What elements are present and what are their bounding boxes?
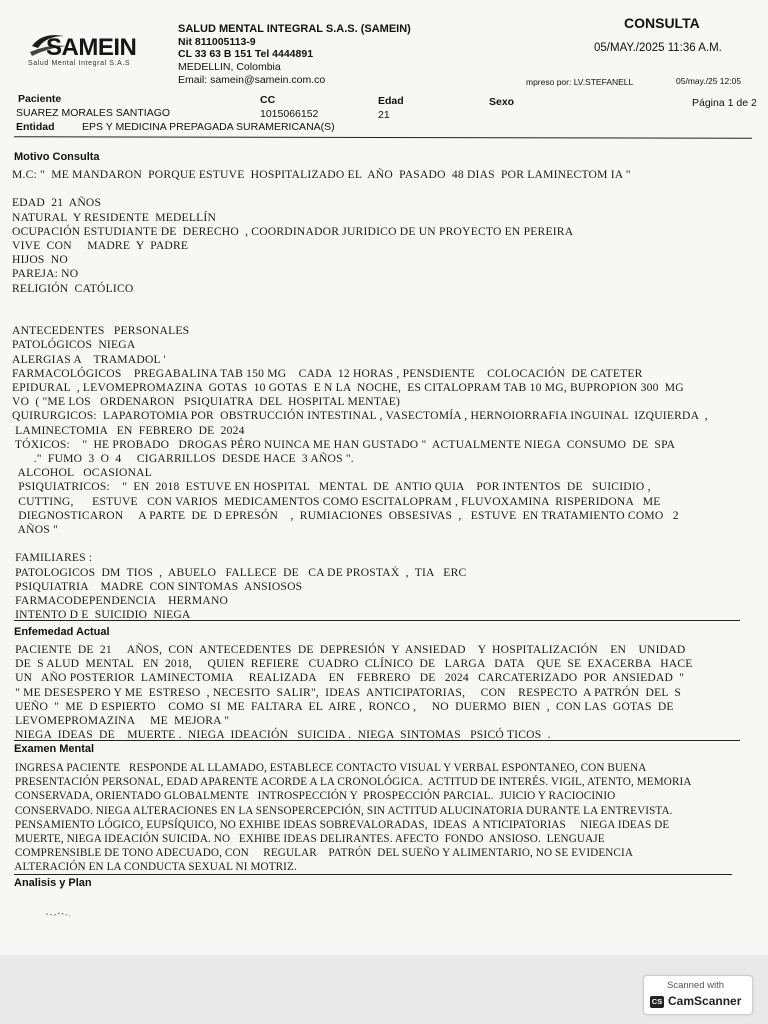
printed-at: 05/may./25 12:05 (676, 76, 742, 86)
printed-by: mpreso por: LV.STEFANELL (526, 77, 634, 87)
sex-label: Sexo (489, 96, 515, 108)
enfermedad-title: Enfemedad Actual (14, 626, 110, 638)
patient-name: SUAREZ MORALES SANTIAGO (16, 107, 171, 119)
document-type: CONSULTA (624, 15, 700, 31)
logo-wordmark: SAMEIN (46, 34, 137, 61)
entity-label: Entidad (16, 121, 55, 133)
scanner-watermark (643, 975, 753, 1015)
header-divider (14, 136, 752, 139)
camscanner-icon: CS (651, 997, 663, 1006)
motivo-divider (14, 620, 740, 621)
consult-date: 05/MAY./2025 11:36 A.M. (594, 42, 722, 54)
camscanner-label: CamScanner (668, 994, 742, 1008)
company-nit: Nit 811005113-9 (178, 36, 256, 48)
page-number: Página 1 de 2 (692, 97, 757, 109)
company-city: MEDELLIN, Colombia (178, 61, 281, 73)
analisis-title: Analisis y Plan (14, 877, 92, 889)
examen-title: Examen Mental (14, 743, 95, 755)
ink-speck (44, 910, 74, 918)
company-address: CL 33 63 B 151 Tel 4444891 (178, 48, 314, 60)
logo-tagline: Salud Mental Integral S.A.S (28, 60, 131, 67)
samein-logo (28, 28, 176, 70)
patient-entity: EPS Y MEDICINA PREPAGADA SURAMERICANA(S) (82, 121, 335, 133)
examen-text: INGRESA PACIENTE RESPONDE AL LLAMADO, ESTABLECE CONTACTO VISUAL Y VERBAL ESPONTANEO, CON BUENA PRESENTACIÓN PERSONAL, EDAD APARENTE ACORDE A LA CRONOLÓGICA. ACTITUD DE INTERÉS. VIGIL, ATENTO, MEMORIA CONSERVADA, ORIENTADO GLOBALMENTE INTROSPECCIÓN Y PROSPECCIÓN PARCIAL. JUICIO Y RACIOCINIO CONSERVADO. NIEGA ALTERACIONES EN LA SENSOPERCEPCIÓN, SIN ACTITUD ALUCINATORIA DURANTE LA ENTREVISTA. PENSAMIENTO LÓGICO, EUPSÍQUICO, NO EXHIBE IDEAS SOBREVALORADAS, IDEAS A NTICIPATORIAS NIEGA IDEAS DE MUERTE, NIEGA IDEACIÓN SUICIDA. NO EXHIBE IDEAS DELIRANTES. AFECTO FONDO ANSIOSO. LENGUAJE COMPRENSIBLE DE TONO ADECUADO, CON REGULAR PATRÓN DEL SUEÑO Y ALIMENTARIO, NO SE EVIDENCIA ALTERACIÓN EN LA CONDUCTA SEXUAL NI MOTRIZ. (14, 762, 692, 874)
age-label: Edad (378, 95, 404, 107)
motivo-text: M.C: " ME MANDARON PORQUE ESTUVE HOSPITALIZADO EL AÑO PASADO 48 DIAS POR LAMINECTOM IA " EDAD 21 AÑOS NATURAL Y RESIDENTE MEDELLÍN OCUPACIÓN ESTUDIANTE DE DERECHO , COORDINADOR JURIDICO DE UN PROYECTO EN PEREIRA VIVE CON MADRE Y PADRE HIJOS NO PAREJA: NO RELIGIÓN CATÓLICO ANTECEDENTES PERSONALES PATOLÓGICOS NIEGA ALERGIAS A TRAMADOL ' FARMACOLÓGICOS PREGABALINA TAB 150 MG CADA 12 HORAS , PENSDIENTE COLOCACIÓN DE CATETER EPIDURAL , LEVOMEPROMAZINA GOTAS 10 GOTAS E N LA NOCHE, ES CITALOPRAM TAB 10 MG, BUPROPION 300 MG VO ( "ME LOS ORDENARON PSIQUIATRA DEL HOSPITAL MENTAE) QUIRURGICOS: LAPAROTOMIA POR OBSTRUCCIÓN INTESTINAL , VASECTOMÍA , HERNOIORRAFIA INGUINAL IZQUIERDA , LAMINECTOMIA EN FEBRERO DE 2024 TÓXICOS: " HE PROBADO DROGAS PÉRO NUINCA ME HAN GUSTADO " ACTUALMENTE NIEGA CONSUMO DE SPA ." FUMO 3 O 4 CIGARRILLOS DESDE HACE 3 AÑOS ". ALCOHOL OCASIONAL PSIQUIATRICOS: " EN 2018 ESTUVE EN HOSPITAL MENTAL DE ANTIO QUIA POR INTENTOS DE SUICIDIO , CUTTING, ESTUVE CON VARIOS MEDICAMENTOS COMO ESCITALOPRAM , FLUVOXAMINA RISPERIDONA ME DIEGNOSTICARON A PARTE DE D EPRESÓN , RUMIACIONES OBSESIVAS , ESTUVE EN TRATAMIENTO COMO 2 AÑOS " FAMILIARES : PATOLOGICOS DM TIOS , ABUELO FALLECE DE CA DE PROSTAẊ , TIA ERC PSIQUIATRIA MADRE CON SINTOMAS ANSIOSOS FARMACODEPENDENCIA HERMANO INTENTO D E SUICIDIO NIEGA (12, 168, 708, 622)
scanned-with-label: Scanned with (667, 980, 725, 991)
enfermedad-text: PACIENTE DE 21 AÑOS, CON ANTECEDENTES DE DEPRESIÓN Y ANSIEDAD Y HOSPITALIZACIÓN EN UNIDAD DE S ALUD MENTAL EN 2018, QUIEN REFIERE CUADRO CLÍNICO DE LARGA DATA QUE SE EXACERBA HACE UN AÑO POSTERIOR LAMINECTOMIA REALIZADA EN FEBRERO DE 2024 CARCATERIZADO POR ANSIEDAD " " ME DESESPERO Y ME ESTRESO , NECESITO SALIR", IDEAS ANTICIPATORIAS, CON RESPECTO A PATRÓN DEL S UEÑO " ME D ESPIERTO COMO SI ME FALTARA EL AIRE , RONCO , NO DUERMO BIEN , CON LAS GOTAS DE LEVOMEPROMAZINA ME MEJORA " NIEGA IDEAS DE MUERTE . NIEGA IDEACIÓN SUICIDA . NIEGA SINTOMAS PSICÓ TICOS . (15, 643, 693, 742)
company-email: Email: samein@samein.com.co (178, 74, 326, 86)
enfermedad-divider (14, 740, 740, 741)
company-name: SALUD MENTAL INTEGRAL S.A.S. (SAMEIN) (178, 23, 411, 35)
motivo-title: Motivo Consulta (14, 151, 100, 163)
patient-cc: 1015066152 (260, 108, 319, 120)
cc-label: CC (260, 94, 276, 106)
patient-label: Paciente (18, 93, 62, 105)
patient-age: 21 (378, 109, 390, 121)
examen-divider (14, 874, 732, 875)
